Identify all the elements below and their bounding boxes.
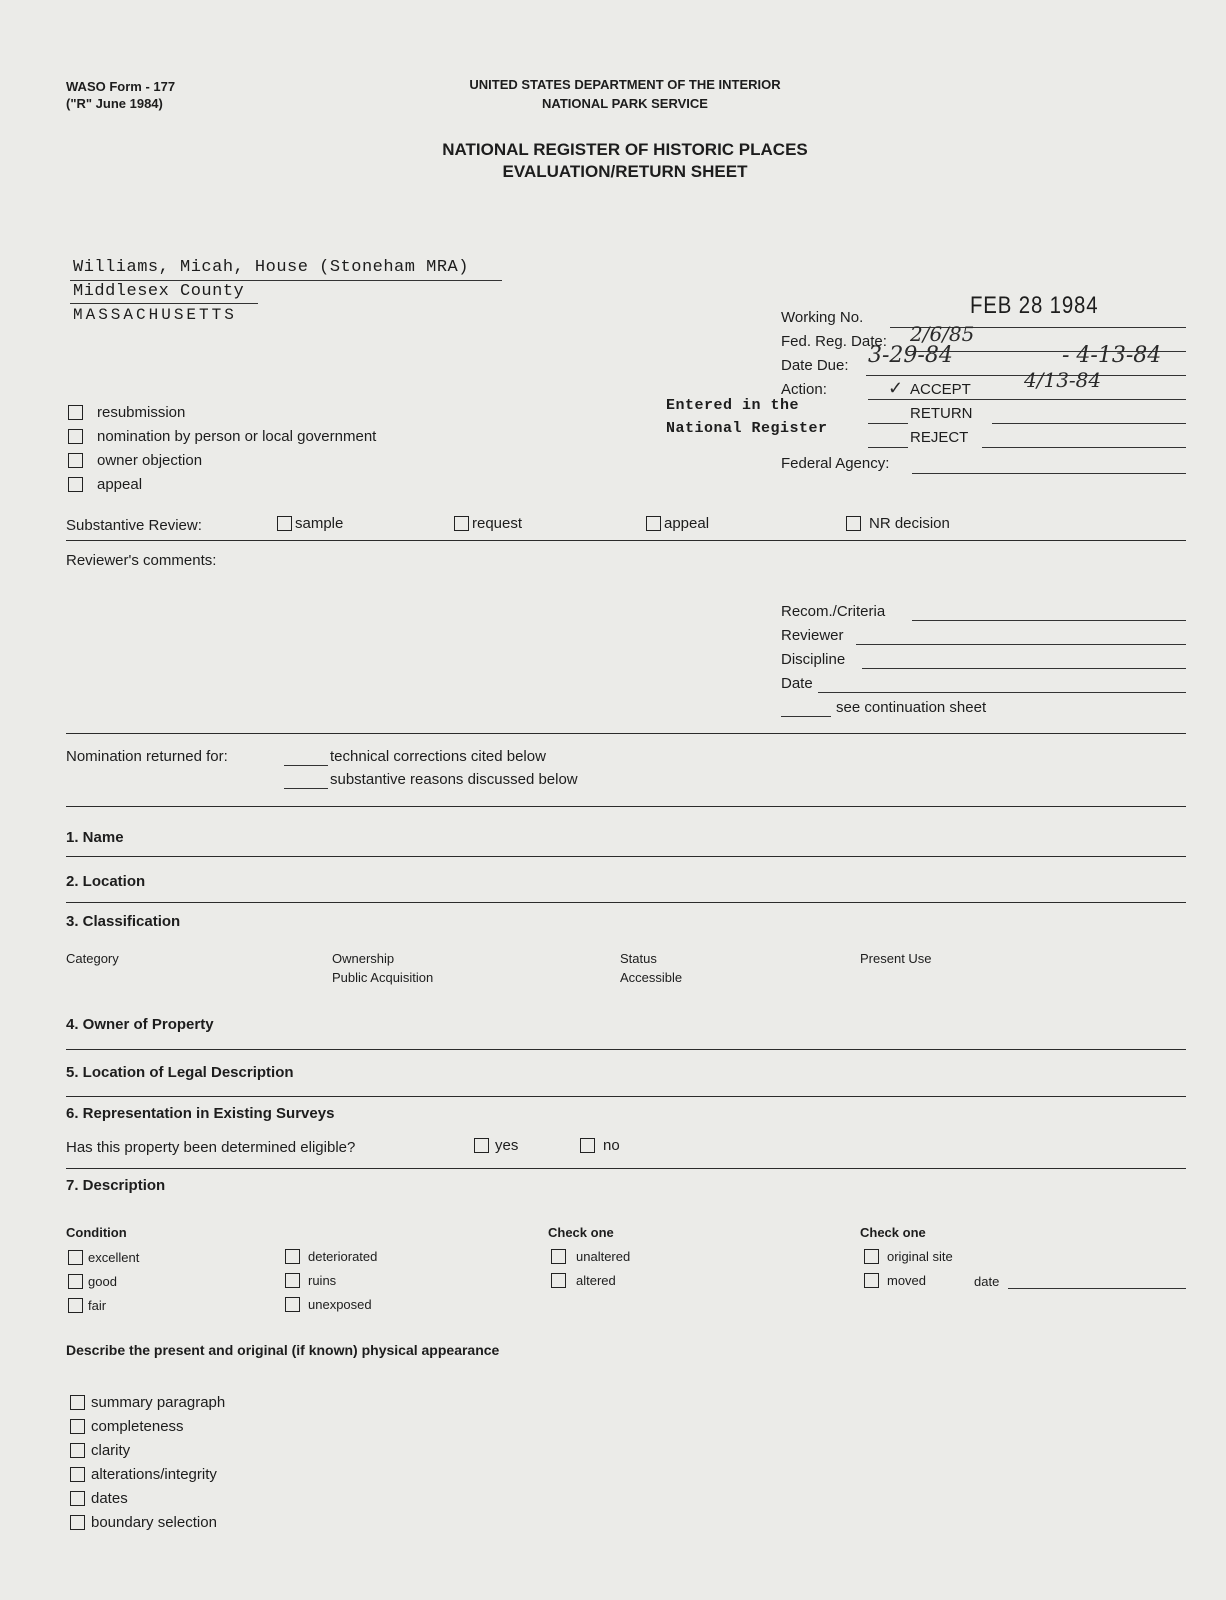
condition-good-checkbox[interactable] <box>68 1274 83 1289</box>
section-legal-description: 5. Location of Legal Description <box>66 1064 294 1081</box>
completeness-checkbox[interactable] <box>70 1419 85 1434</box>
review-request-checkbox[interactable] <box>454 516 469 531</box>
eligibility-question: Has this property been determined eligible? <box>66 1139 356 1156</box>
completeness-label: completeness <box>91 1418 184 1435</box>
status-label: Status <box>620 951 657 966</box>
review-appeal-option[interactable] <box>646 515 709 532</box>
boundary-selection-option[interactable] <box>70 1514 217 1531</box>
resubmission-label: resubmission <box>97 404 186 421</box>
date-due-extension: - 4-13-84 <box>1062 343 1162 368</box>
recom-criteria-label: Recom./Criteria <box>781 603 886 620</box>
condition-unexposed-option[interactable] <box>285 1297 372 1312</box>
condition-excellent-label: excellent <box>88 1250 140 1265</box>
alterations-integrity-checkbox[interactable] <box>70 1467 85 1482</box>
review-nr-decision-checkbox[interactable] <box>846 516 861 531</box>
original-site-label: original site <box>887 1249 953 1264</box>
unaltered-checkbox[interactable] <box>551 1249 566 1264</box>
condition-unexposed-checkbox[interactable] <box>285 1297 300 1312</box>
condition-ruins-label: ruins <box>308 1273 337 1288</box>
summary-paragraph-label: summary paragraph <box>91 1394 226 1411</box>
section-name: 1. Name <box>66 829 124 846</box>
action-reject: REJECT <box>910 429 969 446</box>
condition-ruins-checkbox[interactable] <box>285 1273 300 1288</box>
owner-objection-label: owner objection <box>97 452 203 469</box>
reviewer-label: Reviewer <box>781 627 844 644</box>
date-due-label: Date Due: <box>781 357 849 374</box>
clarity-option[interactable] <box>70 1442 130 1459</box>
reviewer-date-label: Date <box>781 675 813 692</box>
review-nr-decision-label: NR decision <box>869 515 950 532</box>
appearance-heading: Describe the present and original (if known) physical appearance <box>66 1342 500 1358</box>
condition-ruins-option[interactable] <box>285 1273 336 1288</box>
condition-deteriorated-checkbox[interactable] <box>285 1249 300 1264</box>
altered-option[interactable] <box>551 1273 616 1288</box>
moved-label: moved <box>887 1273 927 1288</box>
condition-fair-option[interactable] <box>68 1298 106 1313</box>
summary-paragraph-option[interactable] <box>70 1394 225 1411</box>
resubmission-checkbox[interactable] <box>68 405 83 420</box>
appeal-label: appeal <box>97 476 143 493</box>
eligible-yes-option[interactable] <box>474 1137 518 1154</box>
action-return: RETURN <box>910 405 973 422</box>
working-no-label: Working No. <box>781 309 864 326</box>
condition-excellent-option[interactable] <box>68 1250 139 1265</box>
form-revision: ("R" June 1984) <box>66 96 163 111</box>
section-owner: 4. Owner of Property <box>66 1016 214 1033</box>
form-id: WASO Form - 177 <box>66 79 176 94</box>
reviewers-comments-label: Reviewer's comments: <box>66 552 217 569</box>
owner-objection-option[interactable] <box>68 452 202 469</box>
alterations-integrity-label: alterations/integrity <box>91 1466 217 1483</box>
boundary-selection-checkbox[interactable] <box>70 1515 85 1530</box>
property-name: Williams, Micah, House (Stoneham MRA) <box>73 258 469 277</box>
eligible-yes-checkbox[interactable] <box>474 1138 489 1153</box>
section-classification: 3. Classification <box>66 913 181 930</box>
section-description: 7. Description <box>66 1177 166 1194</box>
action-accept: ACCEPT <box>910 381 971 398</box>
technical-corrections-label: technical corrections cited below <box>330 748 546 765</box>
review-sample-label: sample <box>295 515 344 532</box>
condition-unexposed-label: unexposed <box>308 1297 372 1312</box>
fed-reg-date-label: Fed. Reg. Date: <box>781 333 887 350</box>
date-due-value: 3-29-84 <box>868 343 953 368</box>
alterations-integrity-option[interactable] <box>70 1466 217 1483</box>
condition-fair-checkbox[interactable] <box>68 1298 83 1313</box>
clarity-checkbox[interactable] <box>70 1443 85 1458</box>
substantive-review-label: Substantive Review: <box>66 517 202 534</box>
eligible-no-label: no <box>603 1137 620 1154</box>
appeal-option[interactable] <box>68 476 142 493</box>
summary-paragraph-checkbox[interactable] <box>70 1395 85 1410</box>
check-mark-icon: ✓ <box>888 378 904 398</box>
condition-good-label: good <box>88 1274 117 1289</box>
form-subtitle: EVALUATION/RETURN SHEET <box>502 162 748 181</box>
clarity-label: clarity <box>91 1442 131 1459</box>
condition-deteriorated-label: deteriorated <box>308 1249 378 1264</box>
nomination-checkbox[interactable] <box>68 429 83 444</box>
resubmission-option[interactable] <box>68 404 185 421</box>
condition-good-option[interactable] <box>68 1274 117 1289</box>
department-name: UNITED STATES DEPARTMENT OF THE INTERIOR <box>469 77 781 92</box>
form-title: NATIONAL REGISTER OF HISTORIC PLACES <box>442 140 808 159</box>
condition-label: Condition <box>66 1225 127 1240</box>
discipline-label: Discipline <box>781 651 846 668</box>
ownership-label: Ownership <box>332 951 395 966</box>
unaltered-option[interactable] <box>551 1249 630 1264</box>
boundary-selection-label: boundary selection <box>91 1514 217 1531</box>
unaltered-label: unaltered <box>576 1249 631 1264</box>
completeness-option[interactable] <box>70 1418 184 1435</box>
dates-checkbox[interactable] <box>70 1491 85 1506</box>
condition-fair-label: fair <box>88 1298 107 1313</box>
moved-option[interactable] <box>864 1273 926 1288</box>
category-label: Category <box>66 951 119 966</box>
nomination-returned-label: Nomination returned for: <box>66 748 228 765</box>
action-label: Action: <box>781 381 827 398</box>
entered-stamp-line1: Entered in the <box>666 397 800 414</box>
accept-date: 4/13-84 <box>1024 368 1102 392</box>
review-sample-option[interactable] <box>277 515 343 532</box>
review-request-label: request <box>472 515 523 532</box>
section-location: 2. Location <box>66 873 146 890</box>
review-request-option[interactable] <box>454 515 522 532</box>
condition-deteriorated-option[interactable] <box>285 1249 377 1264</box>
working-no-stamp: FEB 28 1984 <box>970 292 1099 319</box>
review-nr-decision-option[interactable] <box>846 515 950 532</box>
appeal-checkbox[interactable] <box>68 477 83 492</box>
review-appeal-checkbox[interactable] <box>646 516 661 531</box>
service-name: NATIONAL PARK SERVICE <box>542 96 708 111</box>
section-surveys: 6. Representation in Existing Surveys <box>66 1105 335 1122</box>
altered-checkbox[interactable] <box>551 1273 566 1288</box>
check-one-label-2: Check one <box>860 1225 926 1240</box>
property-county: Middlesex County <box>73 282 245 301</box>
federal-agency-label: Federal Agency: <box>781 455 890 472</box>
substantive-reasons-label: substantive reasons discussed below <box>330 771 578 788</box>
moved-date-label: date <box>974 1274 1000 1289</box>
original-site-checkbox[interactable] <box>864 1249 879 1264</box>
review-appeal-label: appeal <box>664 515 710 532</box>
eligible-no-checkbox[interactable] <box>580 1138 595 1153</box>
continuation-sheet-label: see continuation sheet <box>836 699 987 716</box>
dates-option[interactable] <box>70 1490 128 1507</box>
public-acquisition-label: Public Acquisition <box>332 970 434 985</box>
eligible-yes-label: yes <box>495 1137 519 1154</box>
altered-label: altered <box>576 1273 616 1288</box>
check-one-label-1: Check one <box>548 1225 614 1240</box>
condition-excellent-checkbox[interactable] <box>68 1250 83 1265</box>
fed-reg-date-value: 2/6/85 <box>910 322 975 346</box>
dates-label: dates <box>91 1490 128 1507</box>
nomination-option[interactable] <box>68 428 376 445</box>
original-site-option[interactable] <box>864 1249 953 1264</box>
owner-objection-checkbox[interactable] <box>68 453 83 468</box>
entered-stamp-line2: National Register <box>666 420 828 437</box>
present-use-label: Present Use <box>860 951 932 966</box>
nomination-label: nomination by person or local government <box>97 428 377 445</box>
moved-checkbox[interactable] <box>864 1273 879 1288</box>
property-state: MASSACHUSETTS <box>73 306 237 324</box>
accessible-label: Accessible <box>620 970 683 985</box>
review-sample-checkbox[interactable] <box>277 516 292 531</box>
eligible-no-option[interactable] <box>580 1137 620 1154</box>
